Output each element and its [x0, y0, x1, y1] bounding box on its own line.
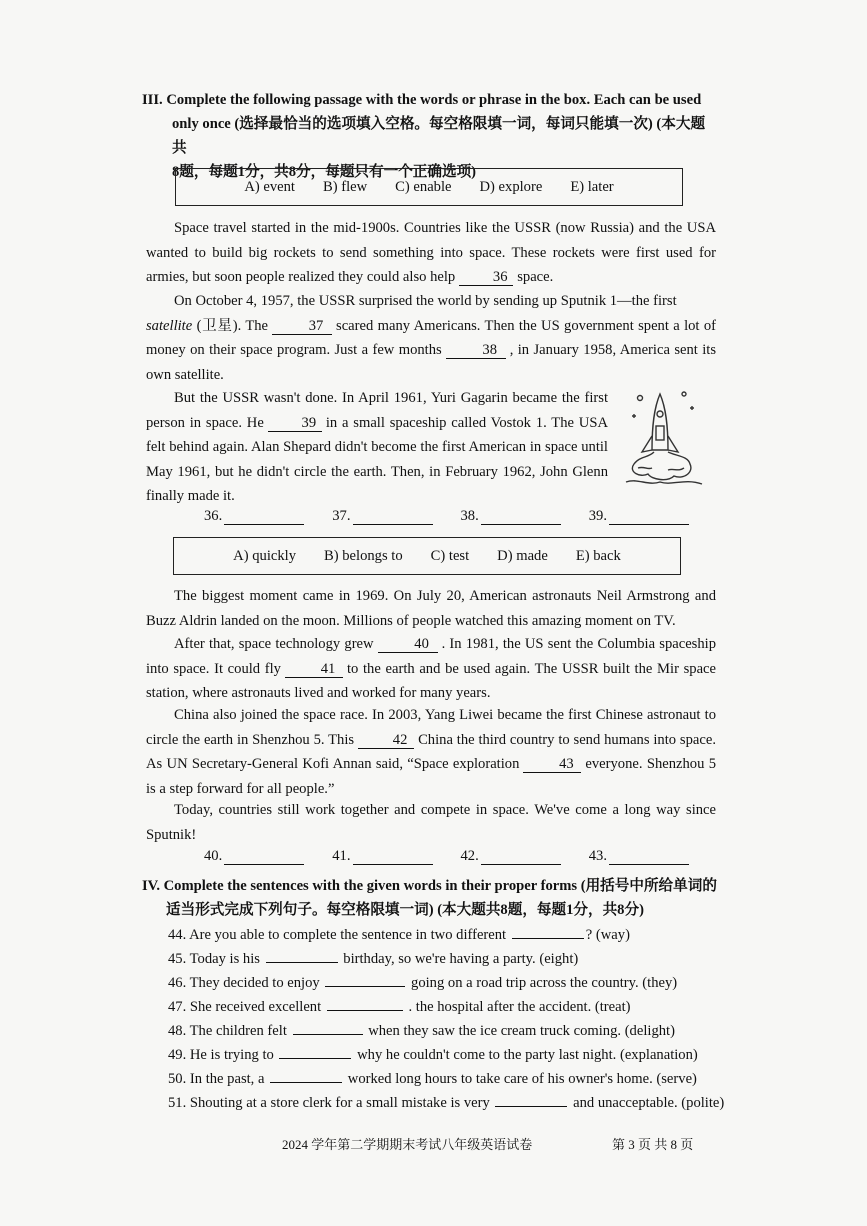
answer-40	[204, 848, 304, 865]
answer-37	[332, 508, 432, 525]
word-box-1-option: E) later	[570, 178, 614, 195]
paragraph-text: . In 1981, the US sent the Columbia spaceship into space. It could fly	[146, 636, 716, 677]
paragraph-text: in a small spaceship called Vostok 1. The USA felt behind again. Alan Shepard didn't become the first American in space until May 1961, but he didn't circle the earth. Then, in February 1962, John Glenn finally made it.	[146, 414, 609, 504]
paragraph-text: After that, space technology grew	[174, 636, 374, 652]
question-text: 50. In the past, a	[168, 1071, 265, 1087]
answer-line[interactable]	[481, 850, 561, 865]
question-text: 51. Shouting at a store clerk for a small mistake is very	[168, 1095, 490, 1111]
answer-line[interactable]	[481, 510, 561, 525]
answer-label: 37.	[332, 508, 351, 524]
paragraph-text: space.	[517, 269, 554, 285]
word-box-2-option: E) back	[575, 547, 621, 564]
question-blank[interactable]	[325, 972, 405, 987]
passage-paragraph-5	[146, 632, 716, 706]
question-blank[interactable]	[266, 948, 338, 963]
section-3-title-line2: only once (选择最恰当的选项填入空格。每空格限填一词，每词只能填一次) (本大题共	[172, 116, 706, 156]
answer-line[interactable]	[353, 510, 433, 525]
paragraph-text: (卫星). The	[196, 317, 269, 334]
question-blank[interactable]	[327, 996, 403, 1011]
question-text: birthday, so we're having a party. (eight)	[343, 951, 579, 967]
answer-label: 36.	[204, 508, 223, 524]
word-box-1-option: B) flew	[322, 178, 368, 195]
question-text: 45. Today is his	[168, 951, 260, 967]
paragraph-text: But the USSR wasn't done. In April 1961, Yuri Gagarin became the first person in space. He	[146, 390, 608, 431]
question-text: 48. The children felt	[168, 1023, 287, 1039]
section-3-title-line1: III. Complete the following passage with the words or phrase in the box. Each can be used	[142, 92, 702, 108]
word-box-1-option: A) event	[244, 178, 295, 195]
paragraph-text: scared many Americans. Then the US government spent a lot of money on their space program. Just a few months	[146, 317, 716, 358]
paragraph-text: China the third country to send humans into space. As UN Secretary-General Kofi Annan said, “Space exploration	[146, 731, 716, 772]
answer-label: 40.	[204, 848, 223, 864]
answer-line[interactable]	[224, 850, 304, 865]
word-box-2-option: B) belongs to	[324, 547, 403, 564]
question-text: . the hospital after the accident. (treat)	[408, 999, 631, 1015]
answer-label: 43.	[588, 848, 607, 864]
question-blank[interactable]	[495, 1092, 567, 1107]
question-blank[interactable]	[293, 1020, 363, 1035]
answer-label: 39.	[588, 508, 607, 524]
blank-43[interactable]: 43	[523, 756, 581, 773]
paragraph-text: China also joined the space race. In 2003, Yang Liwei became the first Chinese astronaut to circle the earth in Shenzhou 5. This	[146, 707, 716, 748]
question-text: going on a road trip across the country. (they)	[411, 975, 678, 991]
blank-40[interactable]: 40	[378, 636, 438, 653]
question-48	[168, 1020, 675, 1042]
section-4-heading	[142, 874, 718, 922]
footer-exam-title: 2024 学年第二学期期末考试八年级英语试卷	[282, 1137, 533, 1152]
question-text: and unacceptable. (polite)	[573, 1095, 725, 1111]
question-text: worked long hours to take care of his owner's home. (serve)	[347, 1071, 697, 1087]
answer-38	[461, 508, 561, 525]
question-49	[168, 1044, 698, 1066]
answer-36	[204, 508, 304, 525]
question-text: when they saw the ice cream truck coming. (delight)	[368, 1023, 675, 1039]
answer-line[interactable]	[224, 510, 304, 525]
paragraph-text: , in January 1958, America sent its own satellite.	[146, 342, 717, 383]
question-47	[168, 996, 631, 1018]
passage-paragraph-2	[146, 289, 716, 387]
word-box-2	[173, 537, 681, 575]
blank-41[interactable]: 41	[285, 661, 343, 678]
question-44	[168, 924, 630, 946]
question-blank[interactable]	[270, 1068, 342, 1083]
word-box-1-option: D) explore	[479, 178, 543, 195]
paragraph-text: On October 4, 1957, the USSR surprised the world by sending up Sputnik 1—the first	[174, 293, 677, 309]
question-46	[168, 972, 677, 994]
answer-39	[589, 508, 689, 525]
section-4-title-line1: IV. Complete the sentences with the given words in their proper forms (用括号中所给单词的	[142, 878, 717, 894]
rocket-illustration	[618, 386, 710, 496]
question-blank[interactable]	[279, 1044, 351, 1059]
question-50	[168, 1068, 697, 1090]
blank-42[interactable]: 42	[358, 732, 414, 749]
paragraph-text: to the earth and be used again. The USSR built the Mir space station, where astronauts lived and worked for many years.	[146, 660, 716, 701]
question-text: 49. He is trying to	[168, 1047, 274, 1063]
word-box-2-option: C) test	[430, 547, 470, 564]
answer-42	[461, 848, 561, 865]
question-text: ? (way)	[585, 927, 630, 943]
question-text: 47. She received excellent	[168, 999, 322, 1015]
answer-row-2	[204, 848, 689, 865]
word-box-2-option: D) made	[497, 547, 548, 564]
blank-38[interactable]: 38	[446, 342, 506, 359]
question-blank[interactable]	[512, 924, 584, 939]
blank-37[interactable]: 37	[272, 318, 332, 335]
blank-39[interactable]: 39	[268, 415, 322, 432]
paragraph-text: everyone. Shenzhou 5 is a step forward for all people.”	[146, 756, 716, 797]
question-text: 46. They decided to enjoy	[168, 975, 320, 991]
passage-paragraph-4: The biggest moment came in 1969. On July 20, American astronauts Neil Armstrong and Buzz Aldrin landed on the moon. Millions of people watched this amazing moment on TV.	[146, 588, 716, 629]
section-4-title-line2: 适当形式完成下列句子。每空格限填一词) (本大题共8题，每题1分，共8分)	[166, 902, 644, 918]
answer-line[interactable]	[609, 850, 689, 865]
word-box-1-option: C) enable	[395, 178, 452, 195]
passage-paragraph-6	[146, 703, 716, 801]
answer-line[interactable]	[353, 850, 433, 865]
question-text: 44. Are you able to complete the sentence in two different	[168, 927, 507, 943]
answer-label: 41.	[332, 848, 351, 864]
passage-paragraph-3	[146, 386, 608, 509]
answer-label: 42.	[460, 848, 479, 864]
passage-paragraph-7: Today, countries still work together and compete in space. We've come a long way since Sputnik!	[146, 802, 716, 843]
footer-page-number: 第 3 页 共 8 页	[612, 1137, 694, 1152]
blank-36[interactable]: 36	[459, 269, 513, 286]
answer-line[interactable]	[609, 510, 689, 525]
paragraph-text: Space travel started in the mid-1900s. Countries like the USSR (now Russia) and the USA wanted to build big rockets to send something into space. These rockets were first used for armies, but soon people realized they could also help	[146, 220, 716, 285]
section-3-title-line3: 8题，每题1分，共8分，每题只有一个正确选项)	[172, 164, 477, 180]
passage-paragraph-1	[146, 216, 716, 290]
question-text: why he couldn't come to the party last night. (explanation)	[357, 1047, 698, 1063]
question-51	[168, 1092, 724, 1114]
question-45	[168, 948, 578, 970]
answer-43	[589, 848, 689, 865]
answer-row-1	[204, 508, 689, 525]
answer-label: 38.	[460, 508, 479, 524]
answer-41	[332, 848, 432, 865]
italic-word: satellite	[146, 317, 193, 334]
word-box-2-option: A) quickly	[233, 547, 296, 564]
word-box-1	[175, 168, 683, 206]
